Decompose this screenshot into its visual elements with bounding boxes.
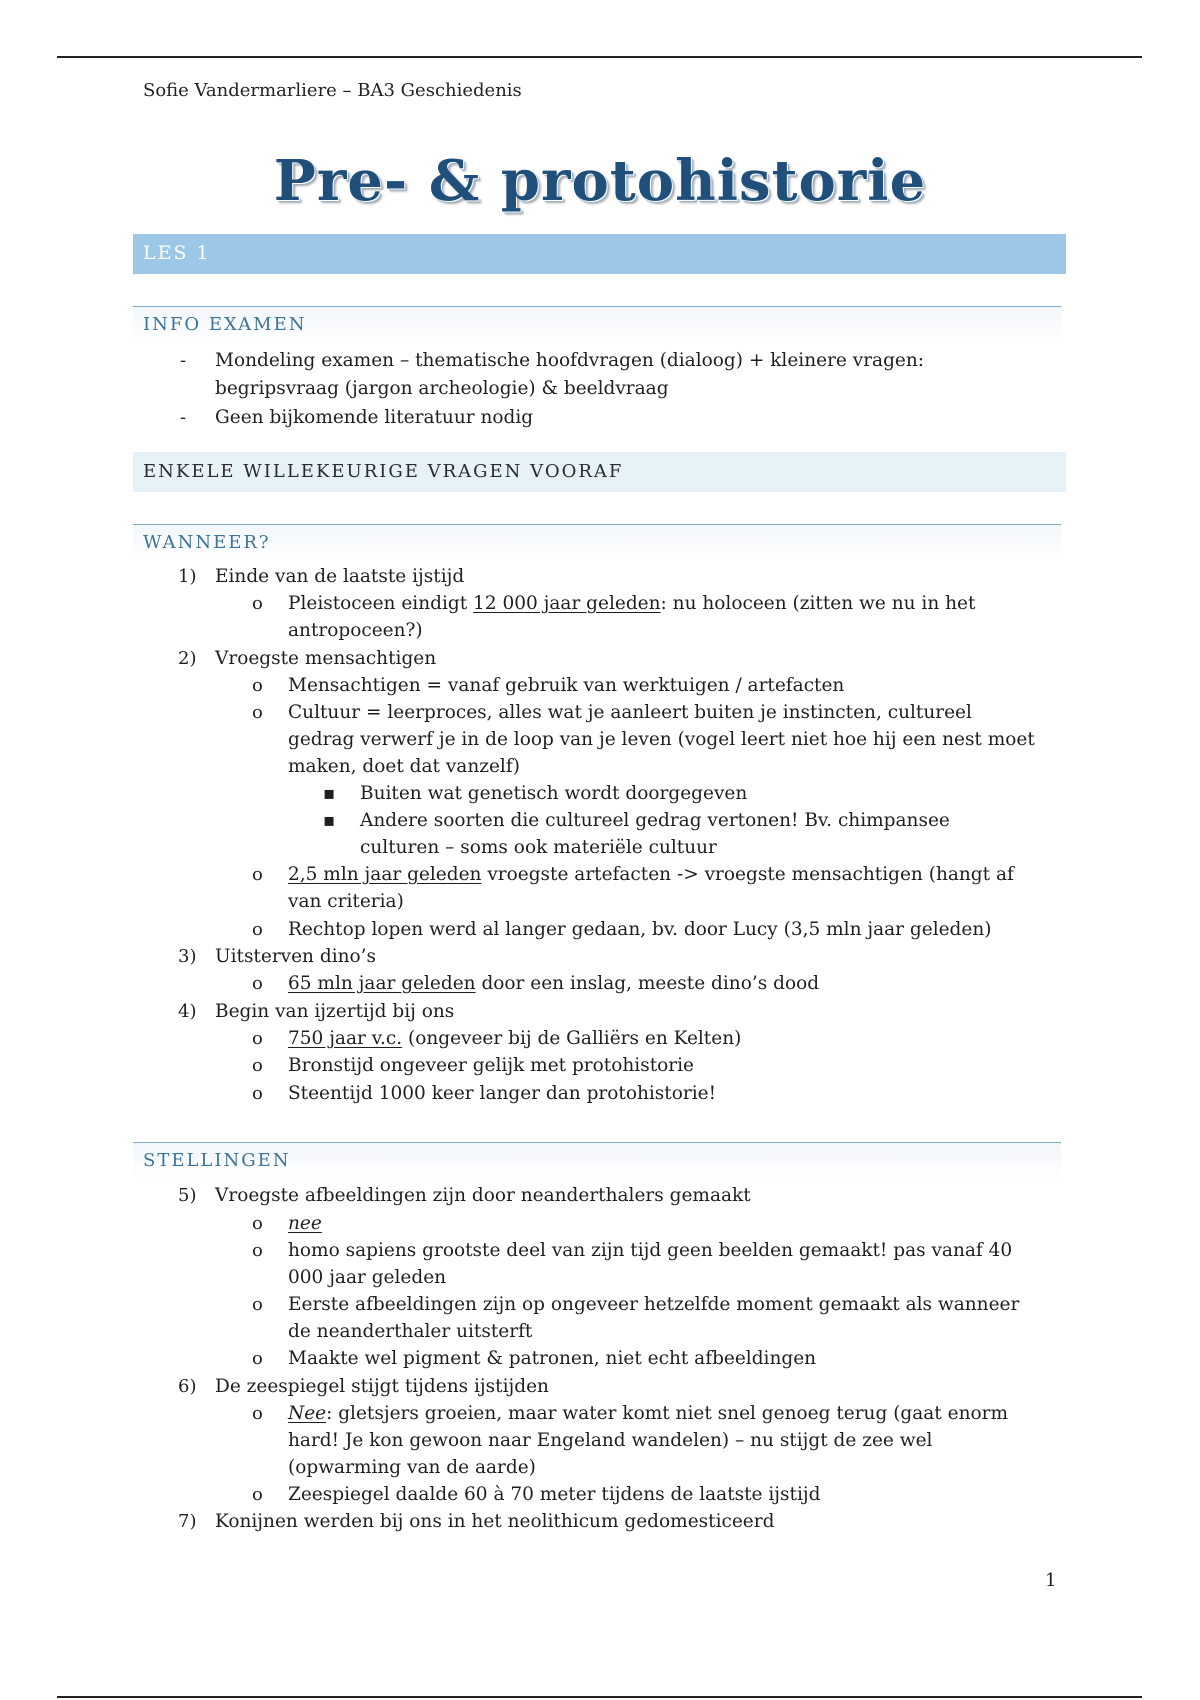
answer-2-3-cont: van criteria)	[288, 891, 404, 912]
sub-answer-1: Buiten wat genetisch wordt doorgegeven	[360, 783, 748, 804]
header-author: Sofie Vandermarliere – BA3 Geschiedenis	[143, 80, 522, 101]
answer-6-1: Nee: gletsjers groeien, maar water komt niet snel genoeg terug (gaat enorm	[288, 1403, 1009, 1424]
list-number: 4)	[178, 1001, 197, 1022]
circle-bullet: o	[252, 1348, 263, 1369]
list-number: 7)	[178, 1511, 197, 1532]
question-7: Konijnen werden bij ons in het neolithicum gedomesticeerd	[215, 1511, 775, 1532]
answer-4-3: Steentijd 1000 keer langer dan protohistorie!	[288, 1083, 717, 1104]
list-number: 6)	[178, 1376, 197, 1397]
list-number: 1)	[178, 566, 197, 587]
circle-bullet: o	[252, 919, 263, 940]
answer-6-1-cont: hard! Je kon gewoon naar Engeland wandelen) – nu stijgt de zee wel	[288, 1430, 933, 1451]
answer-5-2: homo sapiens grootste deel van zijn tijd geen beelden gemaakt! pas vanaf 40	[288, 1240, 1013, 1261]
circle-bullet: o	[252, 1484, 263, 1505]
heading-wanneer: WANNEER?	[133, 524, 1061, 563]
circle-bullet: o	[252, 593, 263, 614]
answer-1-1: Pleistoceen eindigt 12 000 jaar geleden: nu holoceen (zitten we nu in het	[288, 593, 976, 614]
page-title: Pre- & protohistorie	[273, 148, 927, 214]
circle-bullet: o	[252, 973, 263, 994]
circle-bullet: o	[252, 1240, 263, 1261]
answer-6-1-cont: (opwarming van de aarde)	[288, 1457, 536, 1478]
question-3: Uitsterven dino’s	[215, 946, 377, 967]
question-1: Einde van de laatste ijstijd	[215, 566, 465, 587]
bullet-dash: -	[180, 350, 187, 371]
answer-1-1-cont: antropoceen?)	[288, 620, 423, 641]
answer-4-1: 750 jaar v.c. (ongeveer bij de Galliërs en Kelten)	[288, 1028, 742, 1049]
heading-info-examen: INFO EXAMEN	[133, 306, 1061, 345]
answer-3-1: 65 mln jaar geleden door een inslag, meeste dino’s dood	[288, 973, 820, 994]
circle-bullet: o	[252, 1294, 263, 1315]
info-item-2: Geen bijkomende literatuur nodig	[215, 407, 534, 428]
info-item-1: Mondeling examen – thematische hoofdvragen (dialoog) + kleinere vragen:	[215, 350, 925, 371]
answer-2-2-cont: gedrag verwerf je in de loop van je leven (vogel leert niet hoe hij een nest moet	[288, 729, 1035, 750]
question-6: De zeespiegel stijgt tijdens ijstijden	[215, 1376, 549, 1397]
info-item-1-cont: begripsvraag (jargon archeologie) & beeldvraag	[215, 378, 669, 399]
list-number: 2)	[178, 648, 197, 669]
square-bullet: ▪	[323, 810, 336, 831]
question-2: Vroegste mensachtigen	[215, 648, 437, 669]
square-bullet: ▪	[323, 783, 336, 804]
circle-bullet: o	[252, 1213, 263, 1234]
heading-vragen-vooraf: ENKELE WILLEKEURIGE VRAGEN VOORAF	[133, 452, 1066, 492]
answer-2-2: Cultuur = leerproces, alles wat je aanleert buiten je instincten, cultureel	[288, 702, 972, 723]
circle-bullet: o	[252, 1403, 263, 1424]
question-4: Begin van ijzertijd bij ons	[215, 1001, 455, 1022]
circle-bullet: o	[252, 1055, 263, 1076]
answer-5-4: Maakte wel pigment & patronen, niet echt afbeeldingen	[288, 1348, 817, 1369]
answer-2-2-cont: maken, doet dat vanzelf)	[288, 756, 520, 777]
question-5: Vroegste afbeeldingen zijn door neanderthalers gemaakt	[215, 1185, 751, 1206]
answer-2-4: Rechtop lopen werd al langer gedaan, bv. door Lucy (3,5 mln jaar geleden)	[288, 919, 992, 940]
page-number: 1	[1045, 1570, 1057, 1591]
circle-bullet: o	[252, 675, 263, 696]
list-number: 5)	[178, 1185, 197, 1206]
answer-5-3: Eerste afbeeldingen zijn op ongeveer hetzelfde moment gemaakt als wanneer	[288, 1294, 1020, 1315]
bottom-rule	[57, 1696, 1142, 1698]
answer-2-3: 2,5 mln jaar geleden vroegste artefacten -> vroegste mensachtigen (hangt af	[288, 864, 1014, 885]
circle-bullet: o	[252, 864, 263, 885]
sub-answer-2: Andere soorten die cultureel gedrag vertonen! Bv. chimpansee	[360, 810, 950, 831]
heading-stellingen: STELLINGEN	[133, 1142, 1061, 1181]
section-bar-les	[133, 234, 1066, 274]
list-number: 3)	[178, 946, 197, 967]
answer-4-2: Bronstijd ongeveer gelijk met protohistorie	[288, 1055, 694, 1076]
top-rule	[57, 56, 1142, 58]
les-label: LES 1	[143, 242, 211, 264]
bullet-dash: -	[180, 407, 187, 428]
circle-bullet: o	[252, 702, 263, 723]
answer-6-2: Zeespiegel daalde 60 à 70 meter tijdens de laatste ijstijd	[288, 1484, 821, 1505]
answer-5-1: nee	[288, 1213, 322, 1234]
sub-answer-2-cont: culturen – soms ook materiële cultuur	[360, 837, 717, 858]
answer-2-1: Mensachtigen = vanaf gebruik van werktuigen / artefacten	[288, 675, 845, 696]
answer-5-2-cont: 000 jaar geleden	[288, 1267, 447, 1288]
circle-bullet: o	[252, 1028, 263, 1049]
circle-bullet: o	[252, 1083, 263, 1104]
answer-5-3-cont: de neanderthaler uitsterft	[288, 1321, 533, 1342]
